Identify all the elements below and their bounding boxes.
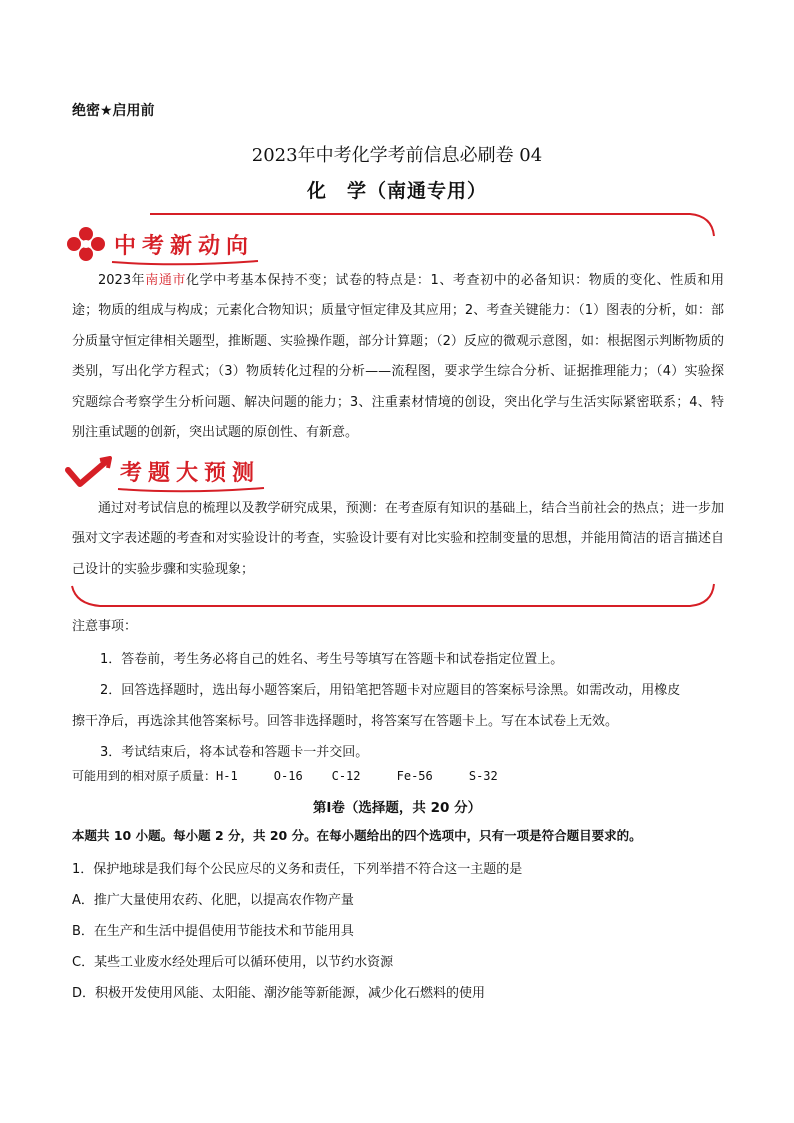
forecast-section-title: 考题大预测 <box>120 461 261 486</box>
forecast-body: 通过对考试信息的梳理以及教学研究成果，预测：在考查原有知识的基础上，结合当前社会的热点；进一步加强对文字表述题的考查和对实验设计的考查，实验设计要有对比实验和控制变量的思想，并能用简洁的语言描述自己设计的实验步骤和实验现象； <box>72 501 724 577</box>
trend-lead-city: 南通市 <box>145 273 186 288</box>
question-1-option-d: D．积极开发使用风能、太阳能、潮汐能等新能源，减少化石燃料的使用 <box>72 986 486 1001</box>
secret-label: 绝密★启用前 <box>72 103 155 119</box>
clover-icon <box>64 226 108 262</box>
question-1-option-b: B．在生产和生活中提倡使用节能技术和节能用具 <box>72 924 354 939</box>
check-arrow-icon <box>64 456 114 490</box>
exam-title: 2023年中考化学考前信息必刷卷 04 <box>251 145 543 166</box>
part1-instruction: 本题共 10 小题。每小题 2 分，共 20 分。在每小题给出的四个选项中，只有一项是符合题目要求的。 <box>72 828 642 843</box>
notice-item-1: 1．答卷前，考生务必将自己的姓名、考生号等填写在答题卡和试卷指定位置上。 <box>100 652 564 667</box>
trend-section-title: 中考新动向 <box>114 234 255 259</box>
exam-subtitle: 化 学（南通专用） <box>306 180 487 202</box>
question-1-option-a: A．推广大量使用农药、化肥，以提高农作物产量 <box>72 893 354 908</box>
trend-body: 化学中考基本保持不变；试卷的特点是：1、考查初中的必备知识：物质的变化、性质和用途；物质的组成与构成；元素化合物知识；质量守恒定律及其应用；2、考查关键能力：（1）图表的分析，如：部分质量守恒定律相关题型，推断题、实验操作题，部分计算题；（2）反应的微观示意图，如：根据图示判断物质的类别，写出化学方程式；（3）物质转化过程的分析——流程图，要求学生综合分析、证据推理能力；（4）实验探究题综合考察学生分析问题、解决问题的能力；3、注重素材情境的创设，突出化学与生活实际紧密联系；4、特别注重试题的创新，突出试题的原创性、有新意。 <box>72 273 724 441</box>
trend-lead-year: 2023年 <box>98 273 146 288</box>
notice-item-2-cont: 擦干净后，再选涂其他答案标号。回答非选择题时，将答案写在答题卡上。写在本试卷上无效。 <box>72 714 619 729</box>
forecast-paragraph <box>72 494 724 585</box>
trend-paragraph <box>72 266 724 448</box>
notice-item-2: 2．回答选择题时，选出每小题答案后，用铅笔把答题卡对应题目的答案标号涂黑。如需改动，用橡皮 <box>100 683 681 698</box>
question-1-option-c: C．某些工业废水经处理后可以循环使用，以节约水资源 <box>72 955 394 970</box>
notice-item-3: 3．考试结束后，将本试卷和答题卡一并交回。 <box>100 745 369 760</box>
notice-heading: 注意事项： <box>72 619 138 634</box>
atomic-mass-line: 可能用到的相对原子质量：H-1 O-16 C-12 Fe-56 S-32 <box>72 769 498 783</box>
question-1-stem: 1．保护地球是我们每个公民应尽的义务和责任，下列举措不符合这一主题的是 <box>72 862 523 877</box>
part1-title: 第Ⅰ卷（选择题，共 20 分） <box>312 800 482 816</box>
